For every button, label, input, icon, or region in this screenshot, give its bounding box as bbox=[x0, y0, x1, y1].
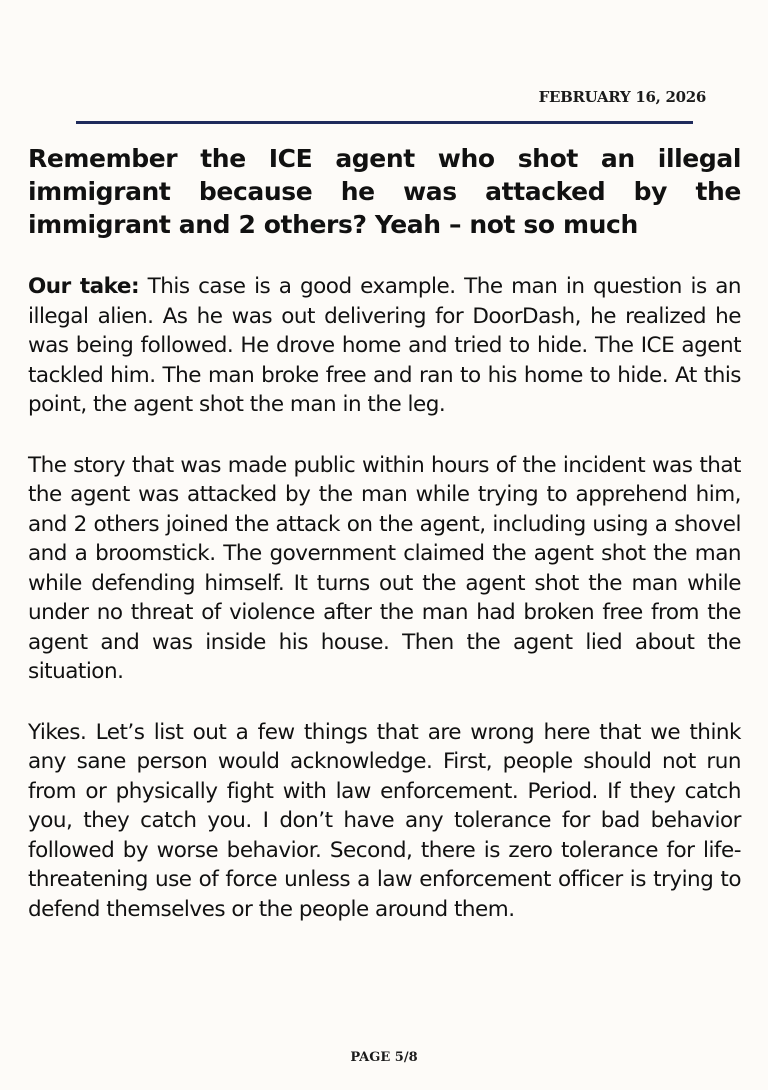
page-number: PAGE 5/8 bbox=[350, 1050, 418, 1065]
paragraph-1-text: This case is a good example. The man in question is an illegal alien. As he was out delivering for DoorDash, he realized he was being followed. He drove home and tried to hide. The ICE agent tackled him. The man broke free and ran to his home to hide. At this point, the agent shot the man in the leg. bbox=[28, 274, 741, 417]
article-body bbox=[28, 142, 741, 924]
our-take-label: Our take: bbox=[28, 274, 140, 299]
publication-date: FEBRUARY 16, 2026 bbox=[538, 88, 706, 106]
article-paragraph-2: The story that was made public within hours of the incident was that the agent was attacked by the man while trying to apprehend him, and 2 others joined the attack on the agent, including using a shovel and a broomstick. The government claimed the agent shot the man while defending himself. It turns out the agent shot the man while under no threat of violence after the man had broken free from the agent and was inside his house. Then the agent lied about the situation. bbox=[28, 452, 741, 684]
article-headline: Remember the ICE agent who shot an illegal immigrant because he was attacked by the immigrant and 2 others? Yeah – not so much bbox=[28, 144, 741, 239]
article-paragraph-3: Yikes. Let’s list out a few things that are wrong here that we think any sane person would acknowledge. First, people should not run from or physically fight with law enforcement. Period. If they catch you, they catch you. I don’t have any tolerance for bad behavior followed by worse behavior. Second, there is zero tolerance for life-threatening use of force unless a law enforcement officer is trying to defend themselves or the people around them. bbox=[28, 719, 741, 922]
article-paragraph-1 bbox=[28, 272, 741, 420]
header-divider bbox=[76, 121, 693, 124]
